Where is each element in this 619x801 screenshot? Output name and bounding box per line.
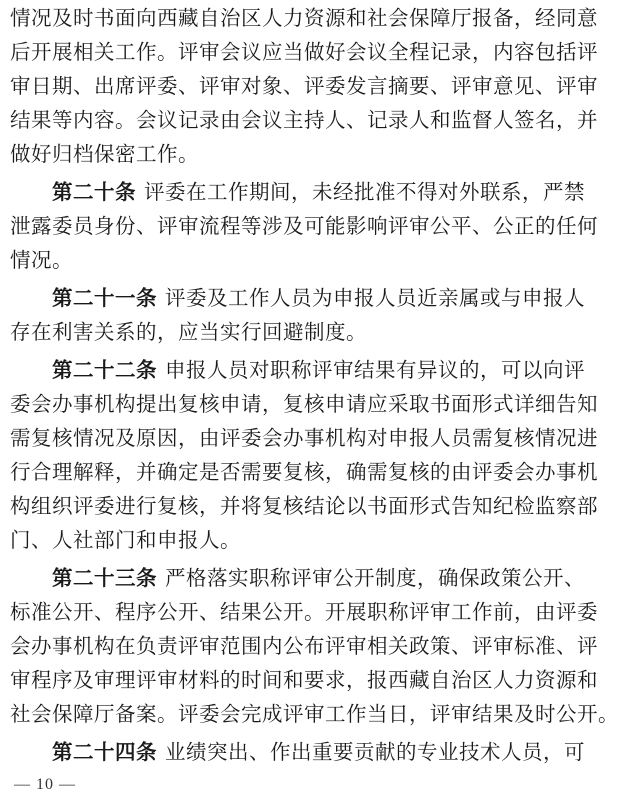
text-segment: 申报人员对职称评审结果有异议的，可以向评 — [165, 358, 585, 382]
article-first-line — [52, 176, 585, 208]
text-segment: 评委及工作人员为申报人员近亲属或与申报人 — [165, 286, 585, 310]
text-line: 构组织评委进行复核，并将复核结论以书面形式告知纪检监察部 — [10, 494, 598, 518]
article-first-line — [52, 354, 585, 386]
text-line: 审程序及审理评审材料的时间和要求，报西藏自治区人力资源和 — [10, 668, 598, 692]
text-line: 行合理解释，并确定是否需要复核，确需复核的由评委会办事机 — [10, 460, 598, 484]
text-segment: 严格落实职称评审公开制度，确保政策公开、 — [165, 566, 585, 590]
article-first-line — [52, 562, 585, 594]
page-number: — 10 — — [14, 776, 76, 793]
article-heading: 第二十条 — [52, 180, 136, 204]
text-line: 存在利害关系的，应当实行回避制度。 — [10, 320, 367, 344]
text-line: 后开展相关工作。评审会议应当做好会议全程记录，内容包括评 — [10, 40, 598, 64]
text-segment: 评委在工作期间，未经批准不得对外联系，严禁 — [144, 180, 585, 204]
article-heading: 第二十三条 — [52, 566, 157, 590]
article-heading: 第二十一条 — [52, 286, 157, 310]
text-line: 情况。 — [10, 248, 73, 272]
text-line: 审日期、出席评委、评审对象、评委发言摘要、评审意见、评审 — [10, 74, 598, 98]
text-line: 委会办事机构提出复核申请，复核申请应采取书面形式详细告知 — [10, 392, 598, 416]
article-first-line — [52, 282, 585, 314]
text-line: 情况及时书面向西藏自治区人力资源和社会保障厅报备，经同意 — [10, 6, 598, 30]
text-segment: 业绩突出、作出重要贡献的专业技术人员，可 — [165, 740, 585, 764]
text-line: 做好归档保密工作。 — [10, 142, 199, 166]
text-line: 会办事机构在负责评审范围内公布评审相关政策、评审标准、评 — [10, 634, 598, 658]
text-line: 泄露委员身份、评审流程等涉及可能影响评审公平、公正的任何 — [10, 214, 598, 238]
article-heading: 第二十四条 — [52, 740, 157, 764]
text-line: 结果等内容。会议记录由会议主持人、记录人和监督人签名，并 — [10, 108, 598, 132]
text-line: 门、人社部门和申报人。 — [10, 528, 241, 552]
article-first-line — [52, 736, 585, 768]
text-line: 标准公开、程序公开、结果公开。开展职称评审工作前，由评委 — [10, 600, 598, 624]
article-heading: 第二十二条 — [52, 358, 157, 382]
text-line: 需复核情况及原因，由评委会办事机构对申报人员需复核情况进 — [10, 426, 598, 450]
text-line: 社会保障厅备案。评委会完成评审工作当日，评审结果及时公开。 — [10, 702, 619, 726]
